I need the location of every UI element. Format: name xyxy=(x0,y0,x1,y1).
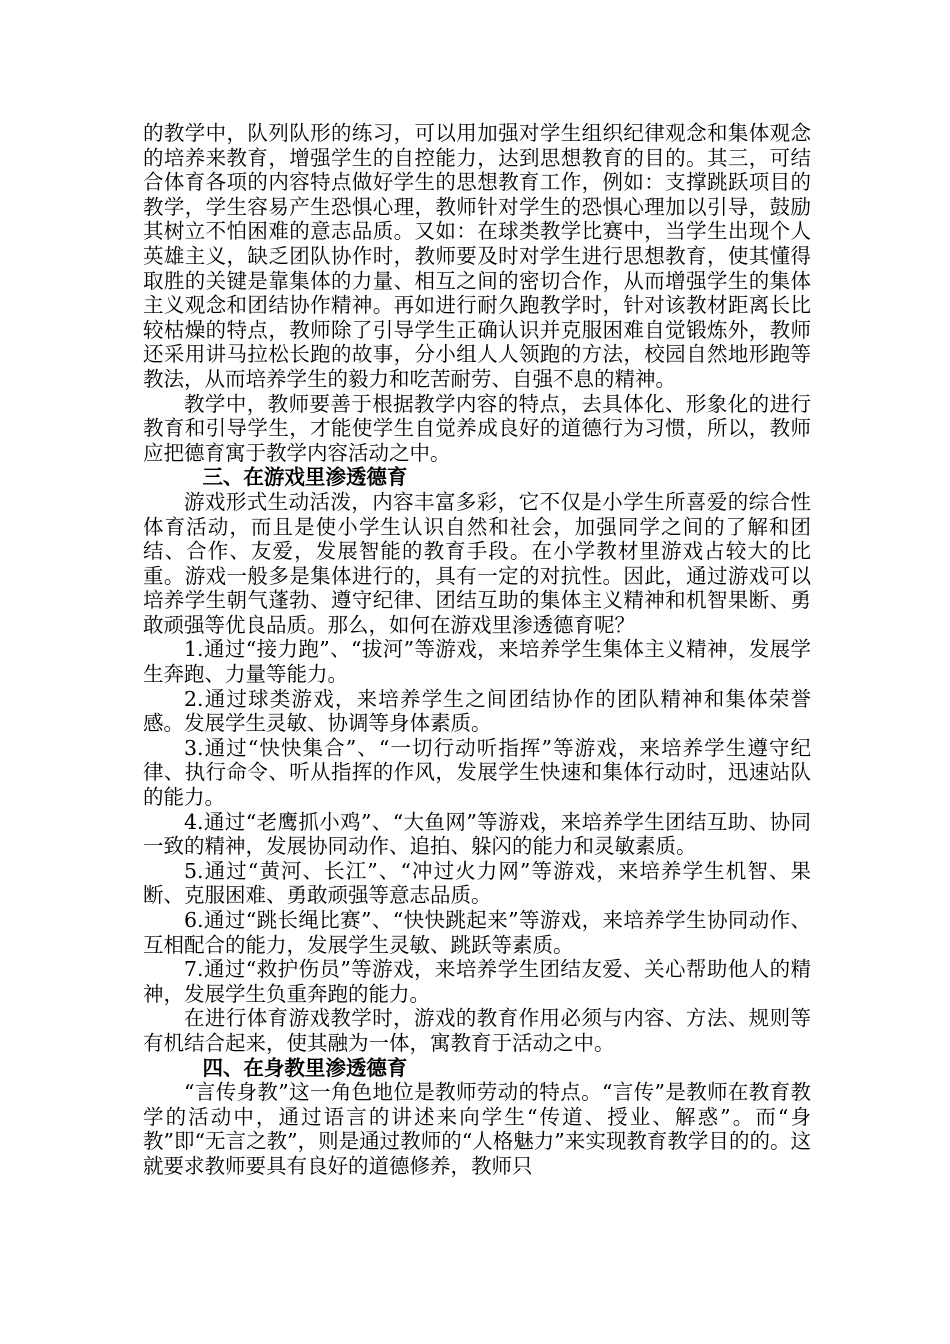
list-item-7: 7.通过“救护伤员”等游戏，来培养学生团结友爱、关心帮助他人的精神，发展学生负重奔跑的能力。 xyxy=(143,957,811,1006)
section-heading-example: 四、在身教里渗透德育 xyxy=(202,1055,408,1080)
list-item-1: 1.通过“接力跑”、“拔河”等游戏，来培养学生集体主义精神，发展学生奔跑、力量等能力。 xyxy=(143,637,811,687)
list-item-4: 4.通过“老鹰抓小鸡”、“大鱼网”等游戏，来培养学生团结互助、协同一致的精神，发展协同动作、追拍、躲闪的能力和灵敏素质。 xyxy=(143,809,811,859)
list-item-2: 2.通过球类游戏，来培养学生之间团结协作的团队精神和集体荣誉感。发展学生灵敏、协调等身体素质。 xyxy=(143,686,811,736)
list-item-6: 6.通过“跳长绳比赛”、“快快跳起来”等游戏，来培养学生协同动作、互相配合的能力，发展学生灵敏、跳跃等素质。 xyxy=(143,908,811,957)
section-heading-games: 三、在游戏里渗透德育 xyxy=(202,465,408,490)
paragraph-continuation: 的教学中，队列队形的练习，可以用加强对学生组织纪律观念和集体观念的培养来教育，增强学生的自控能力，达到思想教育的目的。其三，可结合体育各项的内容特点做好学生的思想教育工作，例如：支撑跳跃项目的教学，学生容易产生恐惧心理，教师针对学生的恐惧心理加以引导，鼓励其树立不怕困难的意志品质。又如：在球类教学比赛中，当学生出现个人英雄主义，缺乏团队协作时，教师要及时对学生进行思想教育，使其懂得取胜的关键是靠集体的力量、相互之间的密切合作，从而增强学生的集体主义观念和团结协作精神。再如进行耐久跑教学时，针对该教材距离长比较枯燥的特点，教师除了引导学生正确认识并克服困难自觉锻炼外，教师还采用讲马拉松长跑的故事，分小组人人领跑的方法，校园自然地形跑等教法，从而培养学生的毅力和吃苦耐劳、自强不息的精神。 xyxy=(143,121,811,391)
paragraph-games-summary: 在进行体育游戏教学时，游戏的教育作用必须与内容、方法、规则等有机结合起来，使其融为一体，寓教育于活动之中。 xyxy=(143,1006,811,1055)
paragraph-example-intro: “言传身教”这一角色地位是教师劳动的特点。“言传”是教师在教育教学的活动中，通过语言的讲述来向学生“传道、授业、解惑”。而“身教”即“无言之教”，则是通过教师的“人格魅力”来实现教育教学目的的。这就要求教师要具有良好的道德修养，教师只 xyxy=(143,1080,811,1178)
document-body xyxy=(143,121,811,1179)
list-item-5: 5.通过“黄河、长江”、“冲过火力网”等游戏，来培养学生机智、果断、克服困难、勇敢顽强等意志品质。 xyxy=(143,858,811,908)
list-item-3: 3.通过“快快集合”、“一切行动听指挥”等游戏，来培养学生遵守纪律、执行命令、听从指挥的作风，发展学生快速和集体行动时，迅速站队的能力。 xyxy=(143,735,811,810)
paragraph-teaching-summary: 教学中，教师要善于根据教学内容的特点，去具体化、形象化的进行教育和引导学生，才能使学生自觉养成良好的道德行为习惯，所以，教师应把德育寓于教学内容活动之中。 xyxy=(143,391,811,465)
paragraph-games-intro: 游戏形式生动活泼，内容丰富多彩，它不仅是小学生所喜爱的综合性体育活动，而且是使小学生认识自然和社会，加强同学之间的了解和团结、合作、友爱，发展智能的教育手段。在小学教材里游戏占较大的比重。游戏一般多是集体进行的，具有一定的对抗性。因此，通过游戏可以培养学生朝气蓬勃、遵守纪律、团结互助的集体主义精神和机智果断、勇敢顽强等优良品质。那么，如何在游戏里渗透德育呢？ xyxy=(143,489,811,637)
